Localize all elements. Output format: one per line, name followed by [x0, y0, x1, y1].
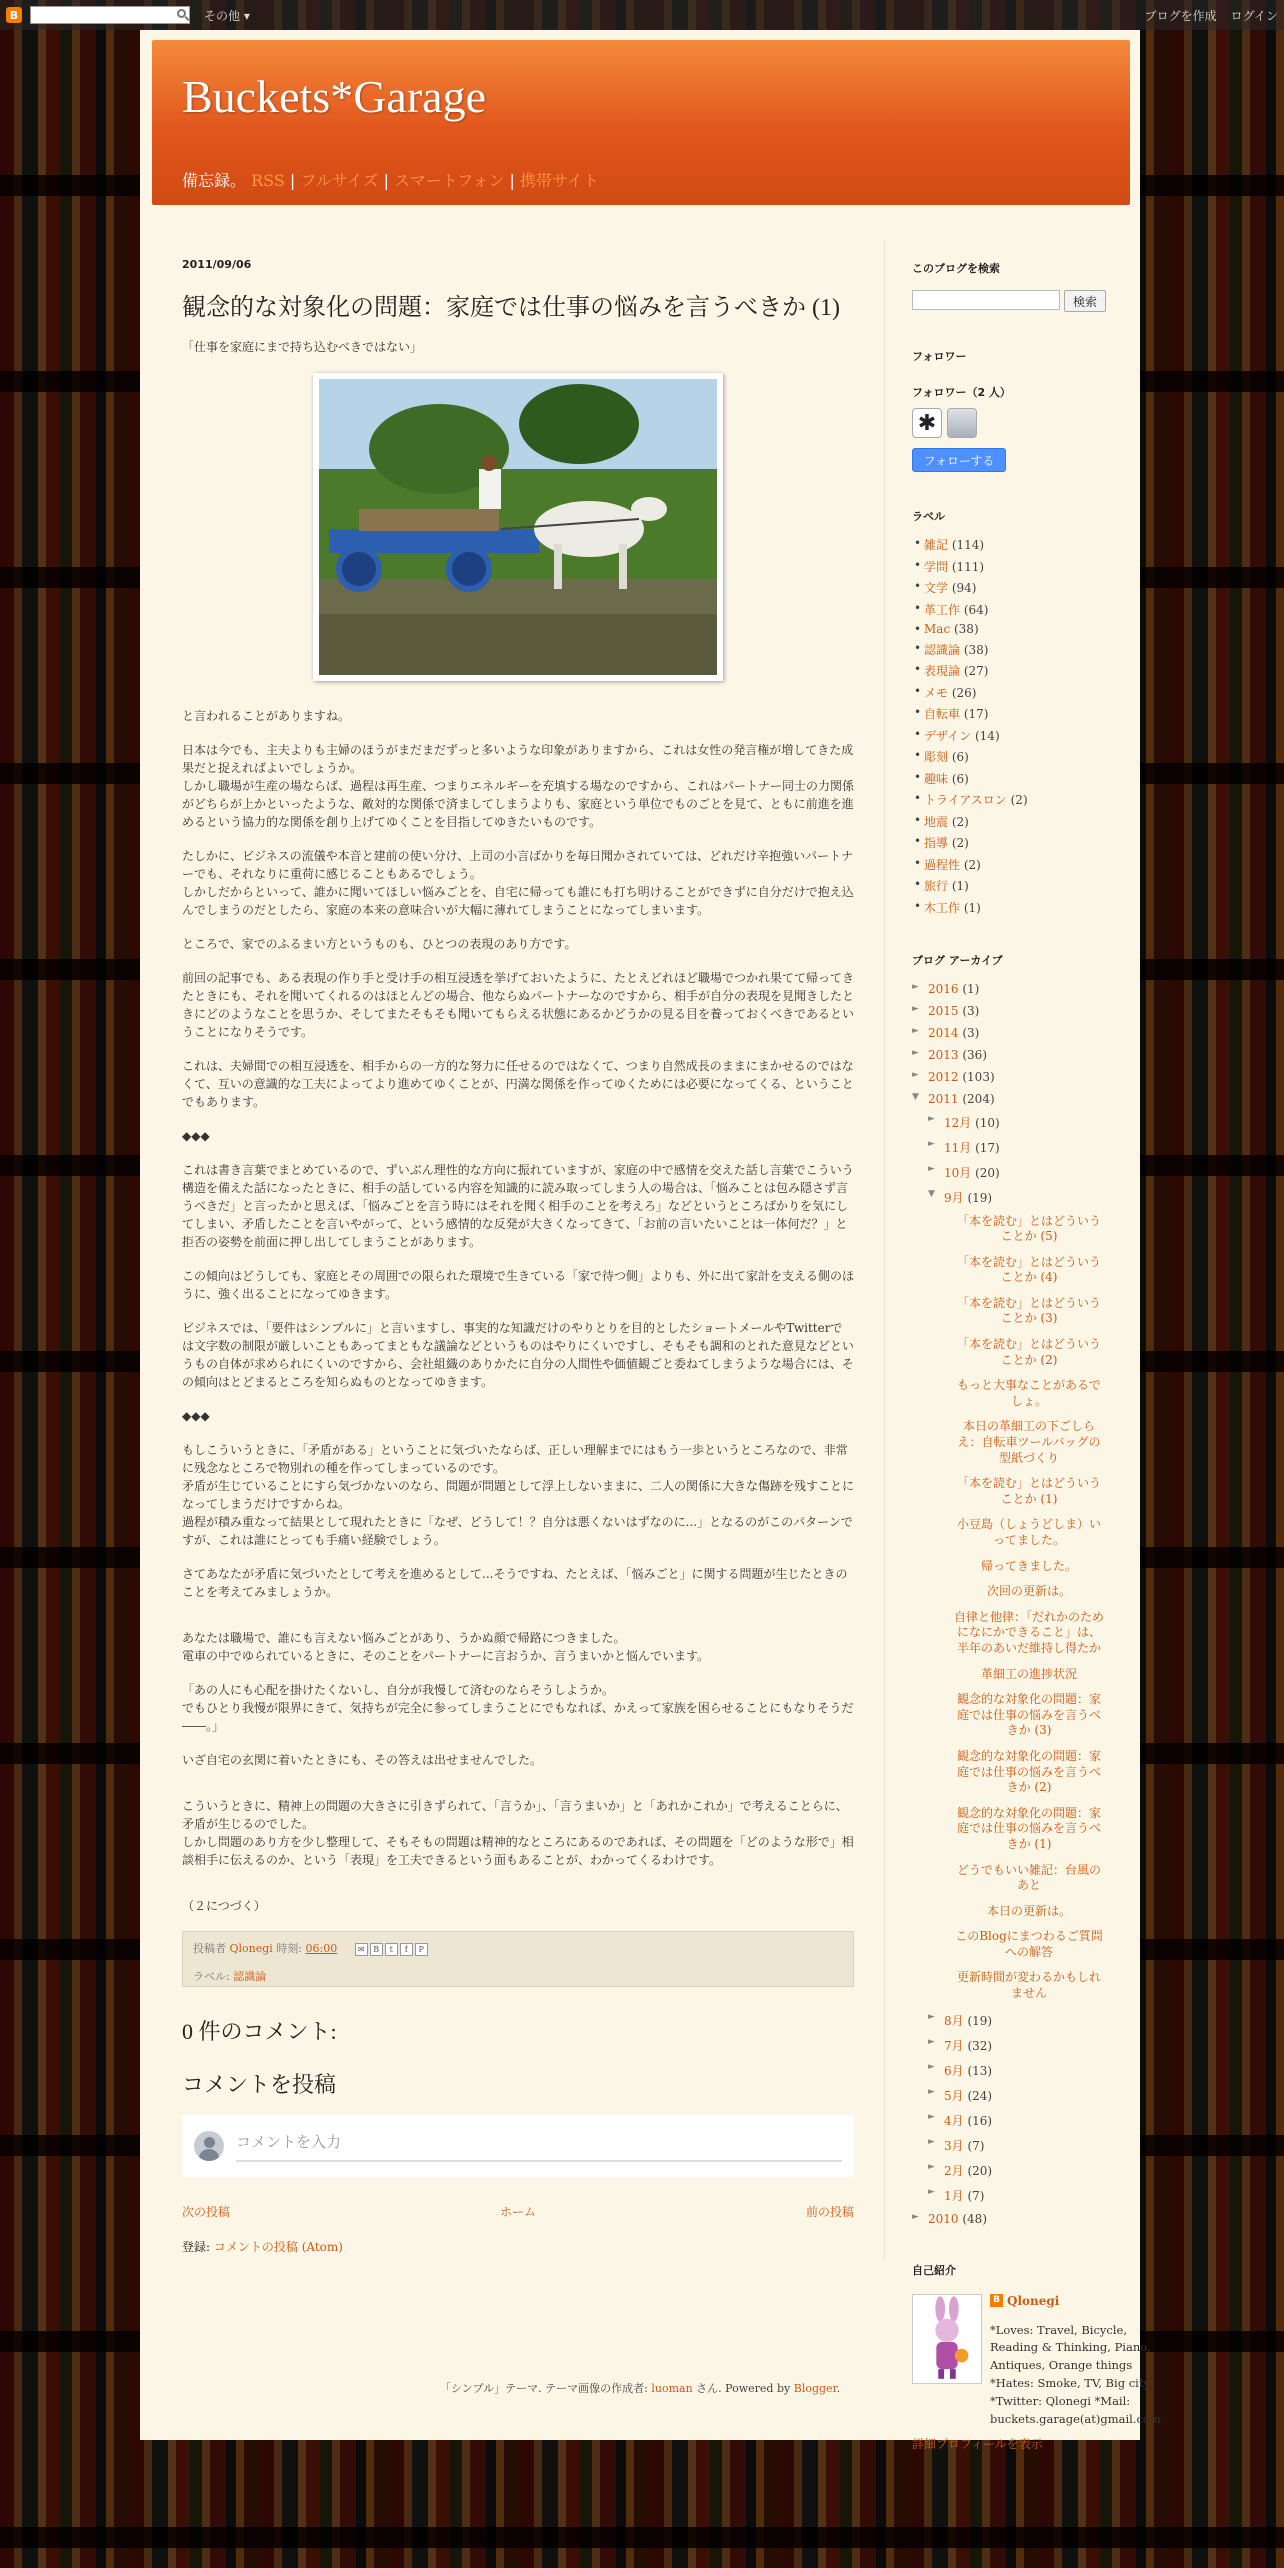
twitter-share-icon[interactable]: t	[385, 1943, 398, 1956]
archive-month-link[interactable]: 3月	[944, 2138, 964, 2153]
label-item: • 自転車 (17)	[912, 705, 1112, 722]
post-title: 観念的な対象化の問題：家庭では仕事の悩みを言うべきか (1)	[182, 295, 840, 321]
label-link[interactable]: 表現論	[924, 664, 961, 678]
label-link[interactable]: 木工作	[924, 900, 961, 915]
archive-widget-title: ブログ アーカイブ	[912, 953, 1003, 967]
archive-month-link[interactable]: 8月	[944, 2013, 964, 2028]
label-item: • 表現論 (27)	[912, 662, 1112, 679]
archive-month-link[interactable]: 2月	[944, 2163, 964, 2178]
archive-month: ▼ 9月 (19)	[928, 1188, 993, 1205]
post-paragraph: たしかに、ビジネスの流儀や本音と建前の使い分け、上司の小言ばかりを毎日聞かされていては、どれだけ辛抱強いパートナーでも、それなりに重荷に感じることもあるでしょう。 しかしだからといって、誰かに聞いてほしい悩みごとを、自宅に帰っても誰にも打ち明けることができずに自分だけで抱え込んでしまうのだとしたら、家庭の本来の意味合いが大幅に薄れてしまうことになってしまいます。	[182, 849, 854, 917]
atom-feed-link[interactable]: コメントの投稿 (Atom)	[213, 2240, 343, 2254]
sidebar-search-button[interactable]: 検索	[1064, 290, 1106, 312]
blogger-link[interactable]: Blogger	[793, 2382, 837, 2395]
label-item: • トライアスロン (2)	[912, 791, 1112, 808]
label-item: • 革工作 (64)	[912, 601, 1112, 618]
follower-avatars	[912, 408, 1112, 438]
archive-year: ► 2013 (36)	[912, 1047, 987, 1062]
labels-prefix: ラベル:	[193, 1970, 230, 1983]
post-paragraph: いざ自宅の玄関に着いたときにも、その答えは出せませんでした。	[182, 1753, 543, 1767]
label-link[interactable]: 自転車	[924, 707, 961, 721]
label-item: • デザイン (14)	[912, 727, 1112, 744]
toggle-arrow-icon[interactable]: ►	[928, 2136, 935, 2147]
label-item: • 木工作 (1)	[912, 899, 1112, 916]
comment-count: 0 件のコメント:	[182, 2019, 337, 2044]
blogger-navbar	[0, 0, 1284, 30]
archive-year-link[interactable]: 2016	[928, 981, 959, 996]
create-blog-link[interactable]: ブログを作成	[1144, 8, 1217, 23]
label-link[interactable]: 文学	[924, 581, 949, 595]
post-paragraph: これは書き言葉でまとめているので、ずいぶん理性的な方向に振れていますが、家庭の中で感情を交えた話し言葉でこういう構造を備えた話になったときに、相手の話している内容を知識的に読み取ってしまう人の場合は、「悩みことは包み隠さず言うべきだ」と言ったかと思えば、「悩みごとを言う時にはそれを聞く相手のことを考えろ」などというところばかりを気にしてしまい、矛盾したことを言いやがって、という感情的な反発が大きくなってきて、「お前の言いたいことは一体何だ？」と拒否の姿勢を前面に押し出してしまうことがあります。	[182, 1163, 854, 1249]
toggle-arrow-icon[interactable]: ►	[912, 1025, 919, 1036]
toggle-arrow-icon[interactable]: ▼	[928, 1188, 935, 1199]
archive-post-link[interactable]: 「本を読む」とはどういうことか (5)	[956, 1213, 1101, 1244]
archive-post-link[interactable]: どうでもいい雑記：台風のあと	[956, 1862, 1101, 1893]
toggle-arrow-icon[interactable]: ►	[912, 1003, 919, 1014]
label-link[interactable]: 彫刻	[924, 750, 949, 764]
blog-archive	[912, 982, 1112, 2226]
post-paragraph: あなたは職場で、誰にも言えない悩みごとがあり、うかぬ顔で帰路につきました。 電車の中でゆられているときに、そのことをパートナーに言おうか、言うまいかと悩んでいます。	[182, 1631, 710, 1663]
label-link[interactable]: 旅行	[924, 879, 949, 893]
archive-month-link[interactable]: 9月	[944, 1190, 964, 1205]
attribution-prefix: 「シンプル」テーマ. テーマ画像の作成者:	[439, 2382, 648, 2395]
rabbit-avatar-icon	[913, 2295, 981, 2383]
toggle-arrow-icon[interactable]: ►	[912, 2211, 919, 2222]
archive-month: ► 4月 (16)	[928, 2111, 993, 2128]
archive-month: ► 2月 (20)	[928, 2161, 993, 2178]
blog-description: 備忘録。 RSS | フルサイズ | スマートフォン | 携帯サイト	[182, 171, 599, 190]
label-item: • 学問 (111)	[912, 558, 1112, 575]
toggle-arrow-icon[interactable]: ►	[928, 1163, 935, 1174]
toggle-arrow-icon[interactable]: ►	[928, 2036, 935, 2047]
search-widget-title: このブログを検索	[912, 262, 1000, 275]
time-prefix: 時刻:	[276, 1942, 303, 1955]
toggle-arrow-icon[interactable]: ►	[928, 2111, 935, 2122]
label-item: • Mac (38)	[912, 622, 1112, 636]
facebook-share-icon[interactable]: f	[400, 1943, 413, 1956]
label-item: • メモ (26)	[912, 684, 1112, 701]
pinterest-share-icon[interactable]: P	[415, 1943, 428, 1956]
post-paragraph: こういうときに、精神上の問題の大きさに引きずられて、「言うか」、「言うまいか」と「あれかこれか」で考えることらに、矛盾が生じるのでした。 しかし問題のあり方を少し整理して、そもそもの問題は精神的なところにあるのであれば、その問題を「どのような形で」相談相手に伝えるのか、という「表現」を工夫できるという面もあることが、わかってくるわけです。	[182, 1799, 854, 1867]
post-paragraph: と言われることがありますね。	[182, 709, 351, 723]
comment-input[interactable]: コメントを入力	[236, 2131, 842, 2162]
archive-month: ► 10月 (20)	[928, 1163, 1000, 1180]
label-link[interactable]: 趣味	[924, 771, 949, 786]
archive-month-link[interactable]: 7月	[944, 2038, 964, 2053]
archive-post-link[interactable]: 本日の革細工の下ごしらえ：自転車ツールバッグの型紙づくり	[957, 1419, 1101, 1465]
archive-post-link[interactable]: 本日の更新は。	[986, 1903, 1071, 1918]
archive-year-link[interactable]: 2011	[928, 1091, 959, 1106]
post-paragraph: 「あの人にも心配を掛けたくないし、自分が我慢して済むのならそうしようか。 でもひとり我慢が限界にきて、気持ちが完全に参ってしまうことにでもなれば、かえって家族を困らせることにもなりそうだ――。」	[182, 1683, 854, 1733]
post-paragraph: 日本は今でも、主夫よりも主婦のほうがまだまだずっと多いような印象がありますから、これは女性の発言権が増してきた成果だと捉えればよいでしょうか。 しかし職場が生産の場ならば、過程は再生産、つまりエネルギーを充填する場なのですから、これはパートナー同士の力関係がどちらが上かといったような、敵対的な関係で済ましてしまうよりも、家庭という単位でものごとを見て、ともに前進を進めるという協力的な関係を創り上げてゆくことを目指してゆきたいものです。	[182, 743, 855, 829]
label-link[interactable]: 地震	[924, 814, 949, 829]
archive-post-link[interactable]: 小豆島（しょうどしま）いってました。	[956, 1517, 1101, 1547]
archive-post-link[interactable]: 「本を読む」とはどういうことか (1)	[956, 1476, 1101, 1506]
label-link[interactable]: デザイン	[924, 728, 972, 743]
follow-button[interactable]: フォローする	[912, 448, 1006, 472]
author-prefix: 投稿者	[193, 1942, 226, 1955]
label-link[interactable]: 雑記	[924, 538, 949, 552]
to-be-continued: （２につづく）	[182, 1899, 266, 1913]
toggle-arrow-icon[interactable]: ►	[928, 2011, 935, 2022]
archive-month-link[interactable]: 4月	[944, 2113, 964, 2128]
label-link[interactable]: 過程性	[924, 857, 961, 872]
content-outer	[140, 30, 1161, 2451]
main-column	[182, 230, 854, 2255]
sidebar-search-input[interactable]	[912, 290, 1060, 310]
archive-month-link[interactable]: 10月	[944, 1165, 972, 1180]
archive-year: ► 2014 (3)	[912, 1025, 980, 1040]
column-divider	[884, 240, 885, 2260]
archive-month: ► 12月 (10)	[928, 1113, 1000, 1130]
profile-about: *Loves: Travel, Bicycle, Reading & Thinking, Piano, Antiques, Orange things *Hates: Smoke, TV, Big city *Twitter: Qlonegi *Mail: buckets.garage(at)gmail.com	[990, 2322, 1161, 2426]
archive-post-link[interactable]: 自律と他律：「だれかのためになにかできること」は、半年のあいだ維持し得たか	[953, 1609, 1104, 1655]
avatar-icon	[194, 2131, 224, 2161]
post-paragraph: ところで、家でのふるまい方というものも、ひとつの表現のあり方です。	[182, 937, 577, 951]
share-buttons	[355, 1943, 428, 1956]
archive-month-link[interactable]: 11月	[944, 1140, 972, 1155]
archive-post-link[interactable]: 観念的な対象化の問題：家庭では仕事の悩みを言うべきか (3)	[956, 1692, 1101, 1738]
post-paragraph: もしこういうときに、「矛盾がある」ということに気づいたならば、正しい理解までにはもう一歩というところなので、非常に残念なところで物別れの種を作ってしまっているのです。 矛盾が生じていることにすら気づかないのなら、問題が問題として浮上しないままに、二人の関係に大きな傷跡を残すことになってしまうだけですからね。 過程が積み重なって結果として現れたときに「なぜ、どうして！？自分は悪くないはずなのに...」となるのがこのパターンですが、これは誰にとっても手痛い経験でしょう。	[182, 1443, 855, 1547]
label-link[interactable]: 認識論	[924, 642, 961, 657]
fullsize-link[interactable]: フルサイズ	[300, 171, 379, 190]
labels-widget-title: ラベル	[912, 510, 945, 523]
section-divider: ◆◆◆	[182, 1129, 210, 1143]
label-item: • 地震 (2)	[912, 813, 1112, 830]
post-paragraph: ビジネスでは、「要件はシンプルに」と言いますし、事実的な知識だけのやりとりを目的としたショートメールやTwitterでは文字数の制限が厳しいこともあってまともな議論などというものはやりにくいですし、そもそも調和のとれた意見などというもの自体が求められにくいのですから、会社組織のありかたに自分の人間性や価値観ごと委ねてしまうような場合には、その傾向はとどまるところを知らぬものとなってゆきます。	[182, 1321, 854, 1389]
toggle-arrow-icon[interactable]: ►	[928, 2186, 935, 2197]
label-item: • 文学 (94)	[912, 579, 1112, 596]
post-body	[182, 707, 854, 1915]
post-paragraph: これは、夫婦間での相互浸透を、相手からの一方的な努力に任せるのではなくて、つまり自然成長のままにまかせるのではなくて、互いの意識的な工夫によってより進めてゆくことが、円満な関係を作ってゆくためには必要になってくる、ということでもあります。	[182, 1059, 854, 1109]
rss-link[interactable]: RSS	[251, 171, 285, 190]
label-link[interactable]: 指導	[924, 836, 949, 850]
archive-month: ► 1月 (7)	[928, 2186, 985, 2203]
post-paragraph: さてあなたが矛盾に気づいたとして考えを進めるとして...そうですね、たとえば、「悩みごと」に関する問題が生じたときのことを考えてみましょうか。	[182, 1567, 848, 1599]
login-link[interactable]: ログイン	[1230, 8, 1278, 23]
blogger-icon: B	[990, 2294, 1003, 2307]
archive-month: ► 3月 (7)	[928, 2136, 985, 2153]
toggle-arrow-icon[interactable]: ►	[912, 1069, 919, 1080]
follower-avatar-icon[interactable]: ✱	[912, 408, 942, 438]
profile-name[interactable]	[990, 2294, 1161, 2308]
attribution-suffix: .	[836, 2382, 841, 2395]
label-item: • 趣味 (6)	[912, 770, 1112, 787]
label-item: • 雑記 (114)	[912, 536, 1112, 553]
search-widget	[912, 290, 1112, 312]
post-footer	[182, 1931, 854, 1987]
attribution-mid: さん. Powered by	[696, 2382, 791, 2395]
archive-post-link[interactable]: 更新時間が変わるかもしれません	[956, 1970, 1101, 2001]
label-item: • 旅行 (1)	[912, 877, 1112, 894]
archive-month: ► 8月 (19)	[928, 2011, 993, 2028]
toggle-arrow-icon[interactable]: ►	[928, 2161, 935, 2172]
post-comment-heading: コメントを投稿	[182, 2072, 337, 2097]
profile-name-text[interactable]: Qlonegi	[1007, 2293, 1060, 2308]
archive-post-link[interactable]: もっと大事なことがあるでしょ。	[957, 1378, 1101, 1408]
label-link[interactable]: 学問	[924, 559, 949, 574]
archive-year-link[interactable]: 2015	[928, 1003, 959, 1018]
post-paragraph: 前回の記事でも、ある表現の作り手と受け手の相互浸透を挙げておいたように、たとえどれほど職場でつかれ果てて帰ってきたときにも、それを聞いてくれるのはほとんどの場合、他ならぬパートナーなのですから、相手が自分の表現を見聞きしたときにどのようなことを思うか、そしてまたそもそも聞いてもらえる状態にあるかどうかの見る目を養っておくべきであるということになりそうです。	[182, 971, 855, 1039]
section-divider: ◆◆◆	[182, 1409, 210, 1423]
subscribe-prefix: 登録:	[182, 2240, 211, 2254]
label-link[interactable]: Mac	[924, 622, 951, 636]
archive-post-link[interactable]: 「本を読む」とはどういうことか (2)	[956, 1337, 1101, 1367]
timestamp-link[interactable]: 06:00	[305, 1942, 338, 1955]
profile-widget-title: 自己紹介	[912, 2263, 956, 2277]
archive-year-link[interactable]: 2010	[928, 2211, 959, 2226]
blog-pager	[182, 2203, 854, 2220]
archive-year: ► 2015 (3)	[912, 1003, 980, 1018]
post-lead: 「仕事を家庭にまで持ち込むべきではない」	[182, 340, 423, 354]
home-link[interactable]: ホーム	[499, 2205, 536, 2219]
followers-count: フォロワー（2 人）	[912, 386, 1011, 399]
post-photo[interactable]	[313, 373, 723, 681]
subscribe-links	[182, 2238, 854, 2255]
toggle-arrow-icon[interactable]: ►	[912, 1047, 919, 1058]
archive-year-link[interactable]: 2014	[928, 1025, 959, 1040]
archive-month: ► 11月 (17)	[928, 1138, 1000, 1155]
blog-title[interactable]: Buckets*Garage	[182, 71, 486, 122]
label-link[interactable]: メモ	[924, 685, 949, 700]
archive-month-link[interactable]: 5月	[944, 2088, 964, 2103]
archive-month: ► 5月 (24)	[928, 2086, 993, 2103]
blogger-logo-icon[interactable]: B	[6, 7, 22, 23]
comment-box	[182, 2115, 854, 2177]
archive-post-link[interactable]: 次回の更新は。	[986, 1584, 1071, 1599]
blogthis-icon[interactable]: B	[370, 1943, 383, 1956]
archive-post-link[interactable]: 観念的な対象化の問題：家庭では仕事の悩みを言うべきか (2)	[956, 1748, 1101, 1795]
archive-month: ► 7月 (32)	[928, 2036, 993, 2053]
smartphone-link[interactable]: スマートフォン	[394, 171, 505, 190]
archive-post-link[interactable]: 観念的な対象化の問題：家庭では仕事の悩みを言うべきか (1)	[956, 1805, 1101, 1851]
archive-year-link[interactable]: 2013	[928, 1047, 959, 1062]
archive-year: ► 2012 (103)	[912, 1069, 995, 1084]
label-link[interactable]: 革工作	[924, 602, 961, 617]
toggle-arrow-icon[interactable]: ▼	[912, 1091, 919, 1102]
archive-year: ► 2016 (1)	[912, 981, 980, 996]
ox-cart-image	[319, 379, 717, 675]
toggle-arrow-icon[interactable]: ►	[928, 2061, 935, 2072]
sidebar	[912, 230, 1161, 2452]
archive-post-link[interactable]: このBlogにまつわるご質問への解答	[955, 1929, 1103, 1959]
navbar-search-input[interactable]	[30, 6, 190, 24]
email-share-icon[interactable]: ✉	[355, 1943, 368, 1956]
label-item: • 過程性 (2)	[912, 856, 1112, 873]
archive-month-link[interactable]: 6月	[944, 2063, 964, 2078]
archive-month-link[interactable]: 1月	[944, 2188, 964, 2203]
label-item: • 認識論 (38)	[912, 641, 1112, 658]
follower-avatar-icon[interactable]	[947, 408, 977, 438]
archive-year-link[interactable]: 2012	[928, 1069, 959, 1084]
theme-author-link[interactable]: luoman	[651, 2382, 693, 2395]
blog-desc-text: 備忘録。	[182, 171, 247, 190]
post-paragraph: この傾向はどうしても、家庭とその周囲での限られた環境で生きている「家で待つ側」よりも、外に出て家計を支える側のほうに、強く出ることになってゆきます。	[182, 1269, 855, 1301]
toggle-arrow-icon[interactable]: ►	[912, 981, 919, 992]
archive-year: ▼ 2011 (204)	[912, 1091, 995, 1106]
author-link[interactable]: Qlonegi	[229, 1942, 273, 1955]
label-link[interactable]: トライアスロン	[924, 793, 1007, 807]
label-item: • 指導 (2)	[912, 834, 1112, 851]
newer-post-link[interactable]: 次の投稿	[182, 2205, 231, 2219]
toggle-arrow-icon[interactable]: ►	[928, 1138, 935, 1149]
search-icon[interactable]	[177, 9, 186, 18]
toggle-arrow-icon[interactable]: ►	[928, 1113, 935, 1124]
archive-month: ► 6月 (13)	[928, 2061, 993, 2078]
archive-year: ► 2010 (48)	[912, 2211, 987, 2226]
mobile-site-link[interactable]: 携帯サイト	[520, 171, 599, 190]
followers-widget-title: フォロワー	[912, 350, 967, 363]
blog-header	[152, 40, 1130, 205]
attribution	[140, 2380, 1140, 2396]
archive-month-link[interactable]: 12月	[944, 1115, 972, 1130]
archive-post-link[interactable]: 帰ってきました。	[980, 1558, 1077, 1573]
archive-post-link[interactable]: 「本を読む」とはどういうことか (3)	[956, 1295, 1101, 1326]
archive-post-link[interactable]: 「本を読む」とはどういうことか (4)	[956, 1254, 1101, 1285]
toggle-arrow-icon[interactable]: ►	[928, 2086, 935, 2097]
profile-image[interactable]	[912, 2294, 982, 2384]
post-label-link[interactable]: 認識論	[233, 1970, 267, 1983]
label-item: • 彫刻 (6)	[912, 748, 1112, 765]
older-post-link[interactable]: 前の投稿	[805, 2205, 854, 2219]
archive-post-link[interactable]: 革細工の進捗状況	[980, 1666, 1077, 1681]
profile-more-link[interactable]: 詳細プロフィールを表示	[912, 2436, 1043, 2451]
post-date: 2011/09/06	[182, 258, 252, 271]
navbar-more-menu[interactable]: その他 ▾	[204, 8, 250, 23]
profile-widget	[912, 2293, 1161, 2429]
labels-list	[912, 536, 1112, 916]
